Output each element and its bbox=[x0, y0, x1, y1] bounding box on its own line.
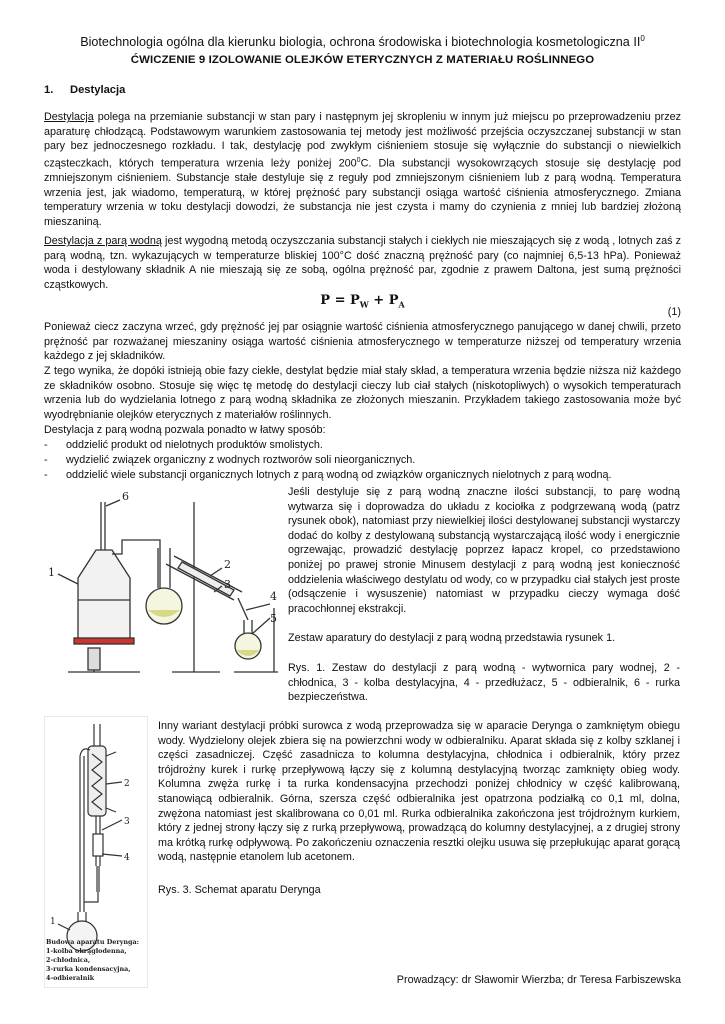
fig3-caption-line: 4-odbieralnik bbox=[46, 974, 95, 982]
fig3-label: 2 bbox=[124, 779, 130, 789]
paragraph-composition: Z tego wynika, że dopóki istnieją obie fazy ciekłe, destylat będzie miał stały skład, a temperatura wrzenia będzie niższa niż każdego ze składników osobno. Stosuje się więc tę metodę do destylacji cieczy lub ciał stałych (niskotopliwych) o wysokich temperaturach wrzenia lub do wydzielania lotnego z parą wodną składnika ze złożonych mieszanin. Przykładem takiego zastosowania może być wyodrębnianie olejków eterycznych z materiałów roślinnych. bbox=[44, 365, 681, 421]
fig1-label: 2 bbox=[224, 558, 231, 571]
steam-distillation-figure bbox=[44, 488, 280, 678]
fig1-label: 5 bbox=[270, 612, 277, 625]
dalton-formula: $P = P_W + P_A$ bbox=[320, 293, 405, 310]
derynga-apparatus-figure bbox=[44, 716, 148, 988]
fig1-label: 1 bbox=[48, 566, 55, 579]
paragraph-steam-generator: Jeśli destyluje się z parą wodną znaczne ilości substancji, to parę wodną wytwarza się i doprowadza do układu z kociołka z podgrzewaną wodą (patrz rysunek obok), natomiast przy niewielkiej ilości destylowanej substancji wystarczy dodać do kolby z destylowaną substancją wystarczającą ilość wody i energicznie ogrzewając, prowadzić destylację poprzez łapacz kropel, co przedstawiono poniżej po prawej stronie Minusem destylacji z parą wodną jest konieczność oddzielenia właściwego destylatu od wody, co w przypadku ciał stałych jest proste (odsączenie i wysuszenie) natomiast w przypadku cieczy wymaga dość pracochłonnej ekstrakcji. bbox=[288, 486, 680, 615]
paragraph-derynga: Inny wariant destylacji próbki surowca z wodą przeprowadza się w aparacie Derynga o zamkniętym obiegu wody. Wydzielony olejek zbiera się na powierzchni wody w odbieralniku. Aparat składa się z kolby szklanej i części zasadniczej. Część zasadnicza to kolumna destylacyjna, chłodnica i odbieralnik, który przez trójdrożny kurek i rurkę przepływową łączy się z kolumną destylacyjną tworząc zamknięty obieg wody. Kolumna zwęża rurkę i ta rurka kondensacyjna przechodzi poniżej chłodnicy w część kalibrowaną, stanowiącą odbieralnik. Górna, szersza część odbieralnika jest opatrzona podziałką co 0,1 ml, dolna, zwężona natomiast jest skalibrowana co 0,01 ml. Rurka odbieralnika zakończona jest trójdrożnym kurkiem, który z jednej strony łączy się z rurką przepływową, prowadzącą do kolumny destylacyjnej, a z drugiej strony ma krótką rurkę odpływową. Po zakończeniu oznaczenia resztki olejku usuwa się przepłukując aparat gorącą wodą, następnie etanolem lub acetonem. bbox=[158, 720, 680, 864]
paragraph-figure-ref: Zestaw aparatury do destylacji z parą wodną przedstawia rysunek 1. bbox=[288, 632, 616, 644]
fig1-label: 3 bbox=[224, 578, 231, 591]
paragraph-distillation: Destylacja polega na przemianie substancji w stan pary i następnym jej skropleniu w innym już miejscu po przeprowadzeniu przez aparaturę chłodzącą. Podstawowym warunkiem zastosowania tej metody jest możliwość przejścia oczyszczanej substancji w stan pary bez jednoczesnego rozkładu. I tak, destylację pod zwykłym ciśnieniem stosuje się wyłącznie do substancji o niewielkich cząsteczkach, których temperatura wrzenia leży poniżej $200^0C$. Dla substancji wysokowrzących stosuje się destylację pod zmniejszonym ciśnieniem. Substancje stałe destyluje się z reguły pod zmniejszonym ciśnieniem lub z parą wodną. Temperatura wrzenia jest, jak wiadomo, temperaturą, w której prężność pary substancji osiąga wartość ciśnienia atmosferycznego. Zmiana temperatury wrzenia w toku destylacji dowodzi, że substancja nie jest czysta i mamy do czynienia z mniej lub bardziej złożoną mieszaniną. bbox=[44, 111, 682, 228]
list-item: - oddzielić wiele substancji organicznych lotnych z parą wodną od związków organicznych nielotnych z parą wodną. bbox=[44, 469, 612, 481]
list-item: - wydzielić związek organiczny z wodnych roztworów soli nieorganicznych. bbox=[44, 454, 416, 466]
fig3-caption-line: 1-kolba okrągłodenna, bbox=[46, 947, 127, 955]
footer-instructors: Prowadzący: dr Sławomir Wierzba; dr Teresa Farbiszewska bbox=[396, 974, 681, 986]
fig3-caption-line: Budowa aparatu Derynga: bbox=[46, 938, 140, 946]
figure-3-caption: Rys. 3. Schemat aparatu Derynga bbox=[158, 884, 321, 896]
equation-number: (1) bbox=[667, 306, 681, 318]
figure-1-caption: Rys. 1. Zestaw do destylacji z parą wodną - wytwornica pary wodnej, 2 - chłodnica, 3 - kolba destylacyjna, 4 - przedłużacz, 5 - odbieralnik, 6 - rurka bezpieczeństwa. bbox=[288, 662, 680, 704]
fig3-caption-line: 2-chłodnica, bbox=[46, 956, 91, 964]
fig3-label: 1 bbox=[50, 917, 56, 927]
exercise-title: ĆWICZENIE 9 IZOLOWANIE OLEJKÓW ETERYCZNYCH Z MATERIAŁU ROŚLINNEGO bbox=[130, 54, 595, 66]
fig3-label: 4 bbox=[124, 853, 130, 863]
list-item: - oddzielić produkt od nielotnych produktów smolistych. bbox=[44, 439, 323, 451]
section-heading: 1. Destylacja bbox=[44, 84, 126, 96]
paragraph-steam-distillation: Destylacja z parą wodną jest wygodną metodą oczyszczania substancji stałych i ciekłych nie mieszających się z wodą , lotnych zaś z parą wodną, tzn. wykazujących w temperaturze bliskiej 100°C dość znaczną prężność pary (co najmniej 6,5-13 hPa). Ponieważ woda i destylowany składnik A nie mieszają się ze sobą, ogólna prężność par, zgodnie z prawem Daltona, jest sumą prężności cząstkowych. bbox=[44, 235, 682, 291]
course-title: Biotechnologia ogólna dla kierunku biologia, ochrona środowiska i biotechnologia kosmetologiczna $II^0$ bbox=[80, 34, 645, 50]
fig3-label: 3 bbox=[124, 817, 130, 827]
fig1-label: 4 bbox=[270, 590, 277, 603]
paragraph-advantages: Destylacja z parą wodną pozwala ponadto w łatwy sposób: bbox=[44, 424, 326, 436]
paragraph-boiling: Ponieważ ciecz zaczyna wrzeć, gdy prężność jej par osiągnie wartość ciśnienia atmosferycznego panującego w danej chwili, przeto prężność par rozważanej mieszaniny osiąga wartość ciśnienia atmosferycznego w temperaturze niższej od temperatury wrzenia każdego z jej składników. bbox=[44, 321, 681, 363]
fig3-caption-line: 3-rurka kondensacyjna, bbox=[46, 965, 131, 973]
fig1-label: 6 bbox=[122, 490, 129, 503]
